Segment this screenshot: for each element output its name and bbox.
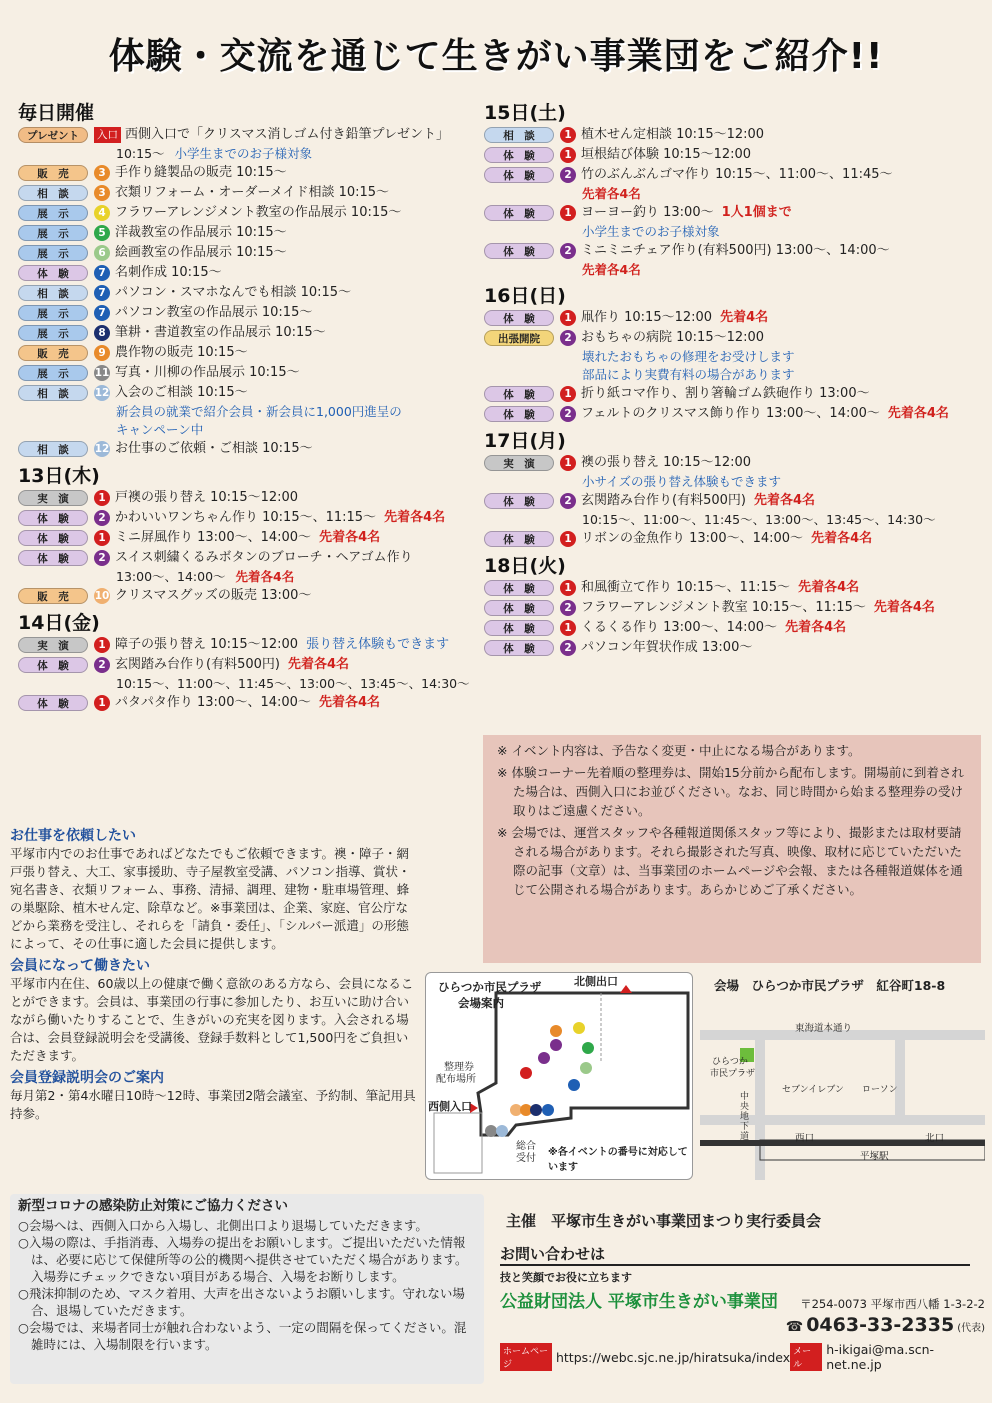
booth-number-badge: 4 — [94, 205, 110, 221]
extra-note: 張り替え体験もできます — [306, 637, 450, 652]
homepage-url[interactable]: https://webc.sjc.ne.jp/hiratsuka/index — [555, 1349, 791, 1365]
mail-address[interactable]: h-ikigai@ma.scn-net.ne.jp — [826, 1342, 935, 1372]
schedule-row — [18, 283, 483, 303]
limit-note: 先着各4名 — [873, 600, 935, 615]
schedule-row — [484, 491, 984, 511]
event-text — [115, 439, 483, 459]
event-text — [115, 203, 483, 223]
category-tag: 体 験 — [18, 550, 88, 566]
category-tag: 体 験 — [484, 310, 554, 326]
booth-number-badge: 12 — [94, 387, 110, 399]
booth-number-badge: 2 — [560, 406, 576, 422]
event-label: 植木せん定相談 10:15～12:00 — [581, 127, 765, 142]
schedule-row — [484, 638, 984, 658]
venue-map — [425, 972, 693, 1180]
day-heading: 16日(日) — [484, 285, 566, 307]
event-label: お仕事のご依頼・ご相談 10:15～ — [115, 441, 313, 456]
contact-heading: お問い合わせは — [500, 1243, 970, 1266]
category-tag: 体 験 — [484, 243, 554, 259]
booth-number-badge: 12 — [94, 443, 110, 455]
event-text — [115, 363, 483, 383]
event-text — [115, 303, 483, 323]
schedule-row — [18, 548, 483, 568]
map-title-1: ひらつか市民プラザ — [438, 980, 542, 994]
booth-number-badge: 3 — [94, 185, 110, 201]
event-text — [581, 241, 984, 261]
category-tag: 体 験 — [484, 406, 554, 422]
schedule-row — [484, 529, 984, 549]
schedule-row — [18, 693, 483, 713]
event-label: パソコン・スマホなんでも相談 10:15～ — [115, 285, 352, 300]
subline-text: 小学生までのお子様対象 — [174, 146, 313, 161]
info-heading-request: お仕事を依頼したい — [10, 828, 136, 844]
subline-text: 先着各4名 — [582, 186, 641, 201]
info-section — [10, 823, 420, 1123]
booth-number-badge: 7 — [94, 265, 110, 281]
category-tag: 体 験 — [484, 600, 554, 616]
day-heading: 15日(土) — [484, 102, 566, 124]
event-label: 障子の張り替え 10:15～12:00 — [115, 637, 299, 652]
event-label: 竹のぶんぶんゴマ作り 10:15～、11:00～、11:45～ — [581, 167, 893, 182]
category-tag: 展 示 — [18, 205, 88, 221]
event-subline — [484, 261, 984, 279]
category-tag: 展 示 — [18, 305, 88, 321]
category-tag: 実 演 — [484, 455, 554, 471]
subline-text: 部品により実費有料の場合があります — [582, 367, 795, 382]
schedule-row — [18, 343, 483, 363]
event-text — [115, 488, 483, 508]
booth-number-badge: 入口 — [94, 127, 121, 143]
category-tag: 体 験 — [18, 657, 88, 673]
event-label: パソコン年賀状作成 13:00～ — [581, 640, 753, 655]
category-tag: 販 売 — [18, 345, 88, 361]
subline-text: 10:15～、11:00～、11:45～、13:00～、13:45～、14:30～ — [582, 512, 936, 527]
info-heading-member: 会員になって働きたい — [10, 958, 150, 974]
schedule-row — [18, 635, 483, 655]
event-label: 垣根結び体験 10:15～12:00 — [581, 147, 752, 162]
event-subline — [18, 675, 483, 693]
event-label: 名刺作成 10:15～ — [115, 265, 222, 280]
tel-note: (代表) — [957, 1323, 985, 1334]
subline-text: 新会員の就業で紹介会員・新会員に1,000円進呈の — [116, 404, 402, 419]
event-label: 玄関踏み台作り(有料500円) — [115, 657, 280, 672]
booth-number-badge: 2 — [560, 493, 576, 509]
event-text — [115, 383, 483, 403]
note-2: ※ 体験コーナー先着順の整理券は、開始15分前から配布します。開場前に到着された場合は、西側入口にお並びください。なお、同じ時間から始まる整理券の受け取りはご遠慮ください。 — [497, 765, 964, 818]
schedule-row — [18, 323, 483, 343]
booth-number-badge: 1 — [560, 580, 576, 596]
event-text — [115, 223, 483, 243]
booth-number-badge: 3 — [94, 165, 110, 181]
map-ticket-place-1: 整理券 — [444, 1062, 474, 1073]
schedule-row — [484, 165, 984, 185]
schedule-row — [484, 578, 984, 598]
info-text-request: 平塚市内でのお仕事であればどなたでもご依頼できます。襖・障子・網戸張り替え、大工、家事援助、寺子屋教室受講、パソコン指導、賞状・宛名書き、衣類リフォーム、事務、清掃、調理、建物・駐車場管理、蜂の巣駆除、植木せん定、除草など。※事業団は、企業、家庭、官公庁などから業務を受注し、それらを「請負・委任」、「シルバー派遣」の形態によって、その仕事に適した会員に提供します。 — [10, 846, 411, 951]
booth-number-badge: 1 — [94, 695, 110, 711]
city-map — [700, 972, 985, 1180]
event-label: 折り紙コマ作り、割り箸輪ゴム鉄砲作り 13:00～ — [581, 386, 870, 401]
organizer: 主催 平塚市生きがい事業団まつり実行委員会 — [506, 1212, 822, 1230]
schedule-row — [484, 308, 984, 328]
corona-item: ○会場へは、西側入口から入場し、北側出口より退場していただきます。 — [18, 1218, 428, 1233]
info-text-briefing: 毎月第2・第4水曜日10時～12時、事業団2階会議室、予約制、筆記用具持参。 — [10, 1088, 416, 1121]
map-ticket-place-2: 配布場所 — [436, 1074, 476, 1085]
category-tag: 体 験 — [484, 386, 554, 402]
schedule-row — [18, 655, 483, 675]
org-name: 公益財団法人 平塚市生きがい事業団 — [500, 1292, 778, 1312]
event-subline — [484, 223, 984, 241]
event-text — [581, 598, 984, 618]
schedule-row — [484, 241, 984, 261]
event-text — [581, 384, 984, 404]
event-text — [581, 203, 984, 223]
event-label: 筆耕・書道教室の作品展示 10:15～ — [115, 325, 326, 340]
event-label: ミニ屏風作り 13:00～、14:00～ — [115, 530, 312, 545]
category-tag: 実 演 — [18, 490, 88, 506]
event-subline — [484, 473, 984, 491]
day-heading: 13日(木) — [18, 465, 100, 487]
schedule-row — [18, 243, 483, 263]
event-text — [581, 165, 984, 185]
event-text — [581, 618, 984, 638]
city-seven-label: セブンイレブン — [782, 1085, 844, 1095]
homepage-badge: ホームページ — [500, 1343, 552, 1371]
booth-number-badge: 10 — [94, 590, 110, 602]
event-label: 絵画教室の作品展示 10:15～ — [115, 245, 287, 260]
corona-heading: 新型コロナの感染防止対策にご協力ください — [18, 1198, 288, 1214]
event-label: 写真・川柳の作品展示 10:15～ — [115, 365, 300, 380]
event-text — [581, 145, 984, 165]
event-text — [115, 243, 483, 263]
note-3: ※ 会場では、運営スタッフや各種報道関係スタッフ等により、撮影または取材要請される場合があります。それら撮影された写真、映像、取材に応じていただいた際の記事（文章）は、当事業団のホームページや会報、または各種報道媒体を通じて公開される場合があります。あらかじめご了承ください。 — [497, 825, 963, 897]
right-schedule-column — [484, 96, 984, 658]
schedule-row — [18, 125, 483, 145]
city-nishiguchi-label: 西口 — [795, 1133, 815, 1144]
subline-text: 10:15～、11:00～、11:45～、13:00～、13:45～、14:30～ — [116, 676, 470, 691]
schedule-row — [18, 263, 483, 283]
category-tag: 展 示 — [18, 325, 88, 341]
schedule-row — [484, 384, 984, 404]
schedule-row — [18, 488, 483, 508]
web-row — [500, 1342, 985, 1372]
subline-text: 10:15～ — [116, 146, 165, 161]
booth-number-badge: 2 — [560, 600, 576, 616]
booth-number-badge: 8 — [94, 325, 110, 341]
category-tag: 展 示 — [18, 365, 88, 381]
limit-note: 先着各4名 — [785, 620, 847, 635]
address: 〒254-0073 平塚市西八幡 1-3-2-2 — [800, 1297, 985, 1311]
category-tag: 相 談 — [18, 441, 88, 457]
event-label: パタパタ作り 13:00～、14:00～ — [115, 695, 311, 710]
event-text — [115, 693, 483, 713]
slogan: 技と笑顔でお役に立ちます — [500, 1271, 632, 1284]
category-tag: 体 験 — [18, 695, 88, 711]
org-row — [500, 1287, 985, 1312]
info-text-member: 平塚市内在住、60歳以上の健康で働く意欲のある方なら、会員になることができます。会員は、事業団の行事に参加したり、お互いに助け合いながら働いたりすることで、生きがいの充実を図ります。入会される場合は、会員登録説明会を受講後、登録手数料として1,500円をご負担いただきます。 — [10, 976, 414, 1063]
event-label: 西側入口で「クリスマス消しゴム付き鉛筆プレゼント」 — [125, 127, 449, 142]
booth-number-badge: 1 — [560, 455, 576, 471]
category-tag: 実 演 — [18, 637, 88, 653]
schedule-row — [484, 453, 984, 473]
schedule-row — [18, 586, 483, 606]
booth-number-badge: 1 — [560, 147, 576, 163]
map-title-2: 会場案内 — [458, 996, 504, 1010]
schedule-row — [484, 203, 984, 223]
event-label: ミニミニチェア作り(有料500円) 13:00～、14:00～ — [581, 243, 890, 258]
category-tag: 出張開院 — [484, 330, 554, 346]
category-tag: 体 験 — [484, 147, 554, 163]
event-label: ヨーヨー釣り 13:00～ — [581, 205, 714, 220]
booth-number-badge: 6 — [94, 245, 110, 261]
corona-item: ○飛沫抑制のため、マスク着用、大声を出さないようお願いします。守れない場合、退場していただきます。 — [18, 1286, 465, 1318]
booth-number-badge: 2 — [94, 510, 110, 526]
event-subline — [18, 145, 483, 163]
city-lawson-label: ローソン — [862, 1085, 898, 1095]
day-heading: 18日(火) — [484, 555, 566, 577]
left-schedule-column — [18, 96, 483, 713]
event-text — [581, 328, 984, 348]
schedule-row — [18, 303, 483, 323]
event-label: 洋裁教室の作品展示 10:15～ — [115, 225, 287, 240]
event-text — [115, 283, 483, 303]
phone-icon: ☎ — [785, 1319, 804, 1335]
event-text — [125, 125, 483, 145]
page-title: 体験・交流を通じて生きがい事業団をご紹介!! — [108, 36, 884, 77]
category-tag: 体 験 — [484, 580, 554, 596]
info-heading-briefing: 会員登録説明会のご案内 — [10, 1070, 164, 1086]
booth-number-badge: 1 — [94, 530, 110, 546]
subline-text: 先着各4名 — [582, 262, 641, 277]
booth-number-badge: 1 — [560, 386, 576, 402]
event-subline — [18, 568, 483, 586]
booth-number-badge: 1 — [560, 205, 576, 221]
schedule-row — [484, 598, 984, 618]
city-venue-label: 会場 ひらつか市民プラザ 紅谷町18-8 — [714, 978, 946, 993]
booth-number-badge: 2 — [94, 550, 110, 566]
notes-box — [483, 735, 981, 963]
event-label: 玄関踏み台作り(有料500円) — [581, 493, 746, 508]
event-text — [581, 578, 984, 598]
event-label: くるくる作り 13:00～、14:00～ — [581, 620, 778, 635]
subline-text: 13:00～、14:00～ — [116, 569, 226, 584]
event-text — [115, 508, 483, 528]
event-text — [581, 638, 984, 658]
schedule-row — [484, 328, 984, 348]
event-subline — [18, 403, 483, 439]
event-label: フラワーアレンジメント教室の作品展示 10:15～ — [115, 205, 402, 220]
schedule-row — [484, 618, 984, 638]
limit-note: 1人1個まで — [721, 205, 792, 220]
event-subline — [484, 348, 984, 384]
category-tag: 体 験 — [484, 531, 554, 547]
corona-notice — [10, 1194, 484, 1384]
mail-badge: メール — [790, 1343, 822, 1371]
category-tag: 体 験 — [18, 510, 88, 526]
booth-number-badge: 1 — [560, 531, 576, 547]
event-label: パソコン教室の作品展示 10:15～ — [115, 305, 313, 320]
schedule-row — [18, 508, 483, 528]
city-plaza-label-1: ひらつか — [712, 1057, 748, 1067]
subline-text: 小学生までのお子様対象 — [582, 224, 720, 239]
event-text — [115, 323, 483, 343]
map-number-note: ※各イベントの番号に対応しています — [548, 1147, 688, 1173]
booth-number-badge: 1 — [94, 490, 110, 506]
event-text — [115, 655, 483, 675]
schedule-row — [18, 363, 483, 383]
map-north-exit: 北側出口 — [574, 975, 618, 988]
booth-number-badge: 2 — [560, 167, 576, 183]
event-text — [581, 308, 984, 328]
schedule-row — [18, 528, 483, 548]
category-tag: 体 験 — [484, 205, 554, 221]
event-label: 戸襖の張り替え 10:15～12:00 — [115, 490, 299, 505]
limit-note: 先着各4名 — [319, 530, 381, 545]
event-text — [115, 163, 483, 183]
event-text — [115, 343, 483, 363]
event-text — [581, 125, 984, 145]
booth-number-badge: 7 — [94, 285, 110, 301]
limit-note: 先着各4名 — [798, 580, 860, 595]
booth-number-badge: 1 — [94, 637, 110, 653]
booth-number-badge: 9 — [94, 345, 110, 361]
category-tag: 相 談 — [484, 127, 554, 143]
event-text — [115, 548, 483, 568]
booth-number-badge: 1 — [560, 620, 576, 636]
event-label: 和風衝立て作り 10:15～、11:15～ — [581, 580, 791, 595]
booth-number-badge: 5 — [94, 225, 110, 241]
booth-number-badge: 2 — [560, 243, 576, 259]
limit-note: 先着4名 — [720, 310, 769, 325]
category-tag: 体 験 — [484, 640, 554, 656]
event-subline — [484, 185, 984, 203]
schedule-row — [18, 439, 483, 459]
event-text — [115, 183, 483, 203]
schedule-row — [18, 163, 483, 183]
event-text — [581, 529, 984, 549]
schedule-row — [18, 223, 483, 243]
category-tag: 展 示 — [18, 245, 88, 261]
category-tag: 相 談 — [18, 185, 88, 201]
event-label: フラワーアレンジメント教室 10:15～、11:15～ — [581, 600, 866, 615]
limit-note: 先着各4名 — [384, 510, 446, 525]
category-tag: プレゼント — [18, 127, 88, 143]
limit-note: 先着各4名 — [887, 406, 949, 421]
booth-number-badge: 2 — [560, 640, 576, 656]
city-chuo-label: 中央地下道 — [740, 1092, 750, 1142]
schedule-row — [18, 383, 483, 403]
tel-row — [500, 1314, 985, 1336]
event-label: 手作り縫製品の販売 10:15～ — [115, 165, 287, 180]
limit-note: 先着各4名 — [318, 695, 380, 710]
booth-number-badge: 2 — [94, 657, 110, 673]
booth-number-badge: 2 — [560, 330, 576, 346]
category-tag: 相 談 — [18, 385, 88, 401]
event-text — [581, 453, 984, 473]
event-label: 凧作り 10:15～12:00 — [581, 310, 713, 325]
event-text — [581, 404, 984, 424]
limit-note: 先着各4名 — [287, 657, 350, 672]
subline-text: 壊れたおもちゃの修理をお受けします — [582, 349, 795, 364]
event-text — [581, 491, 984, 511]
event-label: 入会のご相談 10:15～ — [115, 385, 248, 400]
schedule-row — [484, 404, 984, 424]
city-station-label: 平塚駅 — [860, 1151, 889, 1162]
subline-text: キャンペーン中 — [116, 422, 204, 437]
event-text — [115, 635, 483, 655]
day-heading: 毎日開催 — [18, 102, 95, 124]
corona-item: ○入場の際は、手指消毒、入場券の提出をお願いします。ご提出いただいた情報は、必要に応じて保健所等の公的機関へ提供させていただく場合があります。入場券にチェックできない項目がある場合、入場をお断りします。 — [18, 1235, 468, 1284]
category-tag: 販 売 — [18, 588, 88, 604]
booth-number-badge: 1 — [560, 127, 576, 143]
category-tag: 販 売 — [18, 165, 88, 181]
category-tag: 体 験 — [18, 265, 88, 281]
event-label: おもちゃの病院 10:15～12:00 — [581, 330, 765, 345]
subline-text: 先着各4名 — [235, 569, 295, 584]
map-reception-2: 受付 — [516, 1153, 536, 1164]
limit-note: 先着各4名 — [753, 493, 816, 508]
note-1: ※ イベント内容は、予告なく変更・中止になる場合があります。 — [497, 743, 861, 758]
map-reception-1: 総合 — [516, 1141, 536, 1152]
map-west-entrance: 西側入口 — [428, 1100, 472, 1113]
booth-number-badge: 7 — [94, 305, 110, 321]
category-tag: 体 験 — [18, 530, 88, 546]
event-label: 衣類リフォーム・オーダーメイド相談 10:15～ — [115, 185, 390, 200]
tel-number[interactable]: 0463-33-2335 — [806, 1314, 955, 1336]
booth-number-badge: 1 — [560, 310, 576, 326]
city-tokaido-label: 東海道本通り — [795, 1023, 853, 1034]
schedule-row — [484, 125, 984, 145]
category-tag: 相 談 — [18, 285, 88, 301]
category-tag: 体 験 — [484, 167, 554, 183]
event-label: 農作物の販売 10:15～ — [115, 345, 248, 360]
schedule-row — [484, 145, 984, 165]
category-tag: 体 験 — [484, 493, 554, 509]
limit-note: 先着各4名 — [811, 531, 873, 546]
event-label: フェルトのクリスマス飾り作り 13:00～、14:00～ — [581, 406, 880, 421]
category-tag: 展 示 — [18, 225, 88, 241]
event-text — [115, 528, 483, 548]
event-text — [115, 263, 483, 283]
city-plaza-label-2: 市民プラザ — [710, 1069, 756, 1079]
event-label: クリスマスグッズの販売 13:00～ — [115, 588, 312, 603]
city-kitaguchi-label: 北口 — [925, 1133, 945, 1144]
booth-number-badge: 11 — [94, 367, 110, 379]
footer — [500, 1210, 985, 1372]
event-label: かわいいワンちゃん作り 10:15～、11:15～ — [115, 510, 377, 525]
event-label: 襖の張り替え 10:15～12:00 — [581, 455, 752, 470]
day-heading: 14日(金) — [18, 612, 100, 634]
event-label: スイス刺繍くるみボタンのブローチ・ヘアゴム作り — [115, 550, 413, 565]
event-label: リボンの金魚作り 13:00～、14:00～ — [581, 531, 804, 546]
event-text — [115, 586, 483, 606]
schedule-row — [18, 203, 483, 223]
event-subline — [484, 511, 984, 529]
subline-text: 小サイズの張り替え体験もできます — [582, 474, 782, 489]
corona-item: ○会場では、来場者同士が触れ合わないよう、一定の間隔を保ってください。混雑時には、入場制限を行います。 — [18, 1320, 467, 1352]
day-heading: 17日(月) — [484, 430, 566, 452]
category-tag: 体 験 — [484, 620, 554, 636]
schedule-row — [18, 183, 483, 203]
